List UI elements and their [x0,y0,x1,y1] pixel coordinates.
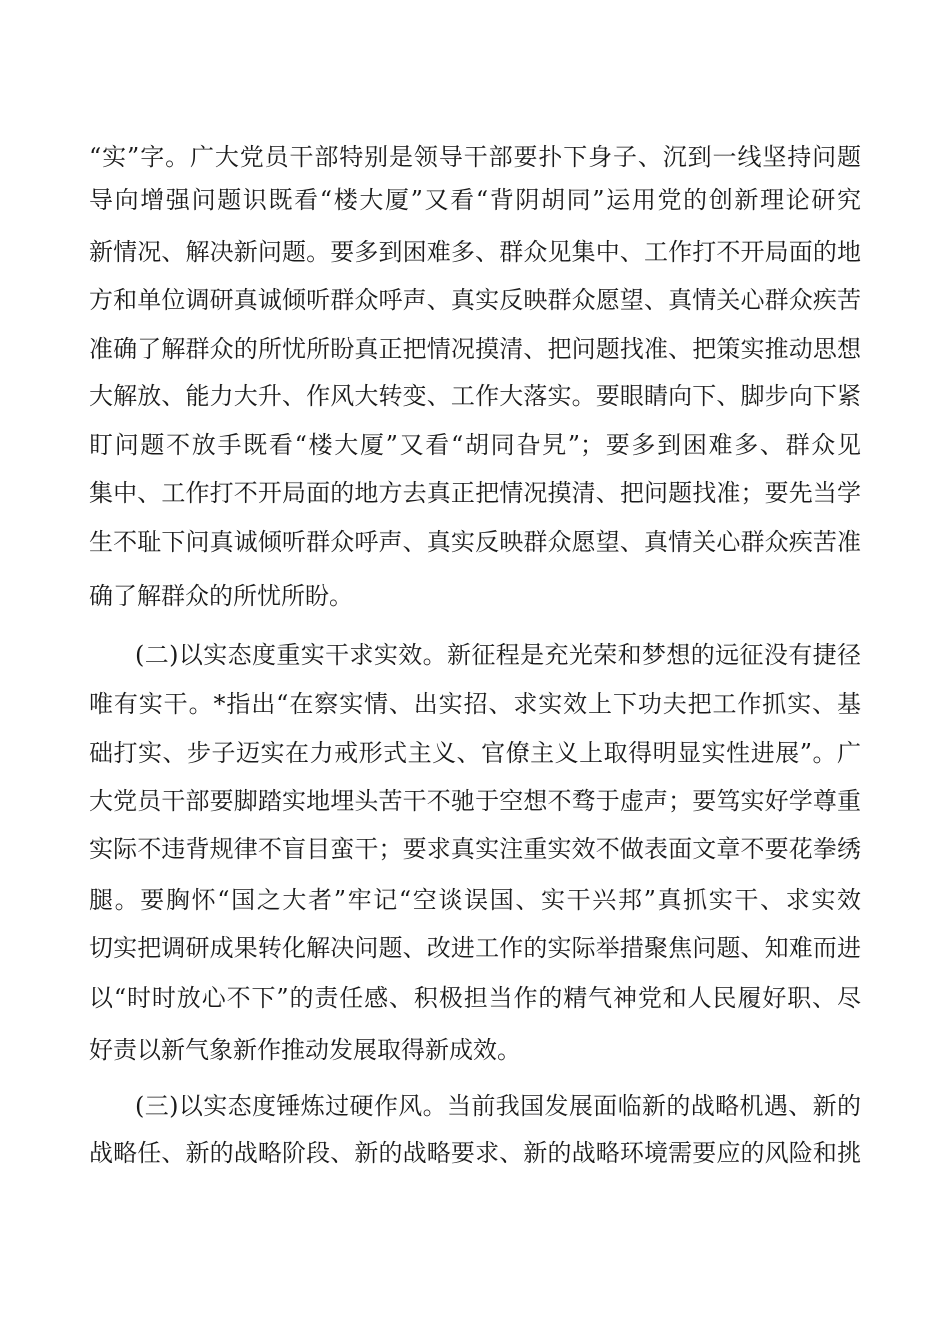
text-line: 好责以新气象新作推动发展取得新成效。 [89,1036,521,1064]
text-line: 腿。要胸怀“国之大者”牢记“空谈误国、实干兴邦”真抓实干、求实效 [89,886,861,914]
text-line: 生不耻下问真诚倾听群众呼声、真实反映群众愿望、真情关心群众疾苦准 [89,528,861,556]
text-line: 新情况、解决新问题。要多到困难多、群众见集中、工作打不开局面的地 [89,238,861,266]
text-line: 以“时时放心不下”的责任感、积极担当作的精气神党和人民履好职、尽 [89,984,861,1012]
text-line: “实”字。广大党员干部特别是领导干部要扑下身子、沉到一线坚持问题 [89,143,861,171]
text-line: 准确了解群众的所忧所盼真正把情况摸清、把问题找准、把策实推动思想 [89,335,861,363]
text-line: 确了解群众的所忧所盼。 [89,582,353,610]
text-line: 方和单位调研真诚倾听群众呼声、真实反映群众愿望、真情关心群众疾苦 [89,286,861,314]
text-line: 唯有实干。*指出“在察实情、出实招、求实效上下功夫把工作抓实、基 [89,690,861,718]
text-line: 础打实、步子迈实在力戒形式主义、官僚主义上取得明显实性进展”。广 [89,739,861,767]
text-line: 实际不违背规律不盲目蛮干；要求真实注重实效不做表面文章不要花拳绣 [89,835,861,863]
text-line: 导向增强问题识既看“楼大厦”又看“背阴胡同”运用党的创新理论研究 [89,186,861,214]
text-line: 集中、工作打不开局面的地方去真正把情况摸清、把问题找准；要先当学 [89,479,861,507]
text-line: 大解放、能力大升、作风大转变、工作大落实。要眼睛向下、脚步向下紧 [89,382,861,410]
text-line: (二)以实态度重实干求实效。新征程是充光荣和梦想的远征没有捷径 [135,641,861,669]
text-line: 切实把调研成果转化解决问题、改进工作的实际举措聚焦问题、知难而进 [89,934,861,962]
text-line: 大党员干部要脚踏实地埋头苦干不驰于空想不骛于虚声；要笃实好学尊重 [89,787,861,815]
text-line: 战略任、新的战略阶段、新的战略要求、新的战略环境需要应的风险和挑 [89,1139,861,1167]
text-line: 盯问题不放手既看“楼大厦”又看“胡同旮旯”；要多到困难多、群众见 [89,431,861,459]
text-line: (三)以实态度锤炼过硬作风。当前我国发展面临新的战略机遇、新的 [135,1092,861,1120]
